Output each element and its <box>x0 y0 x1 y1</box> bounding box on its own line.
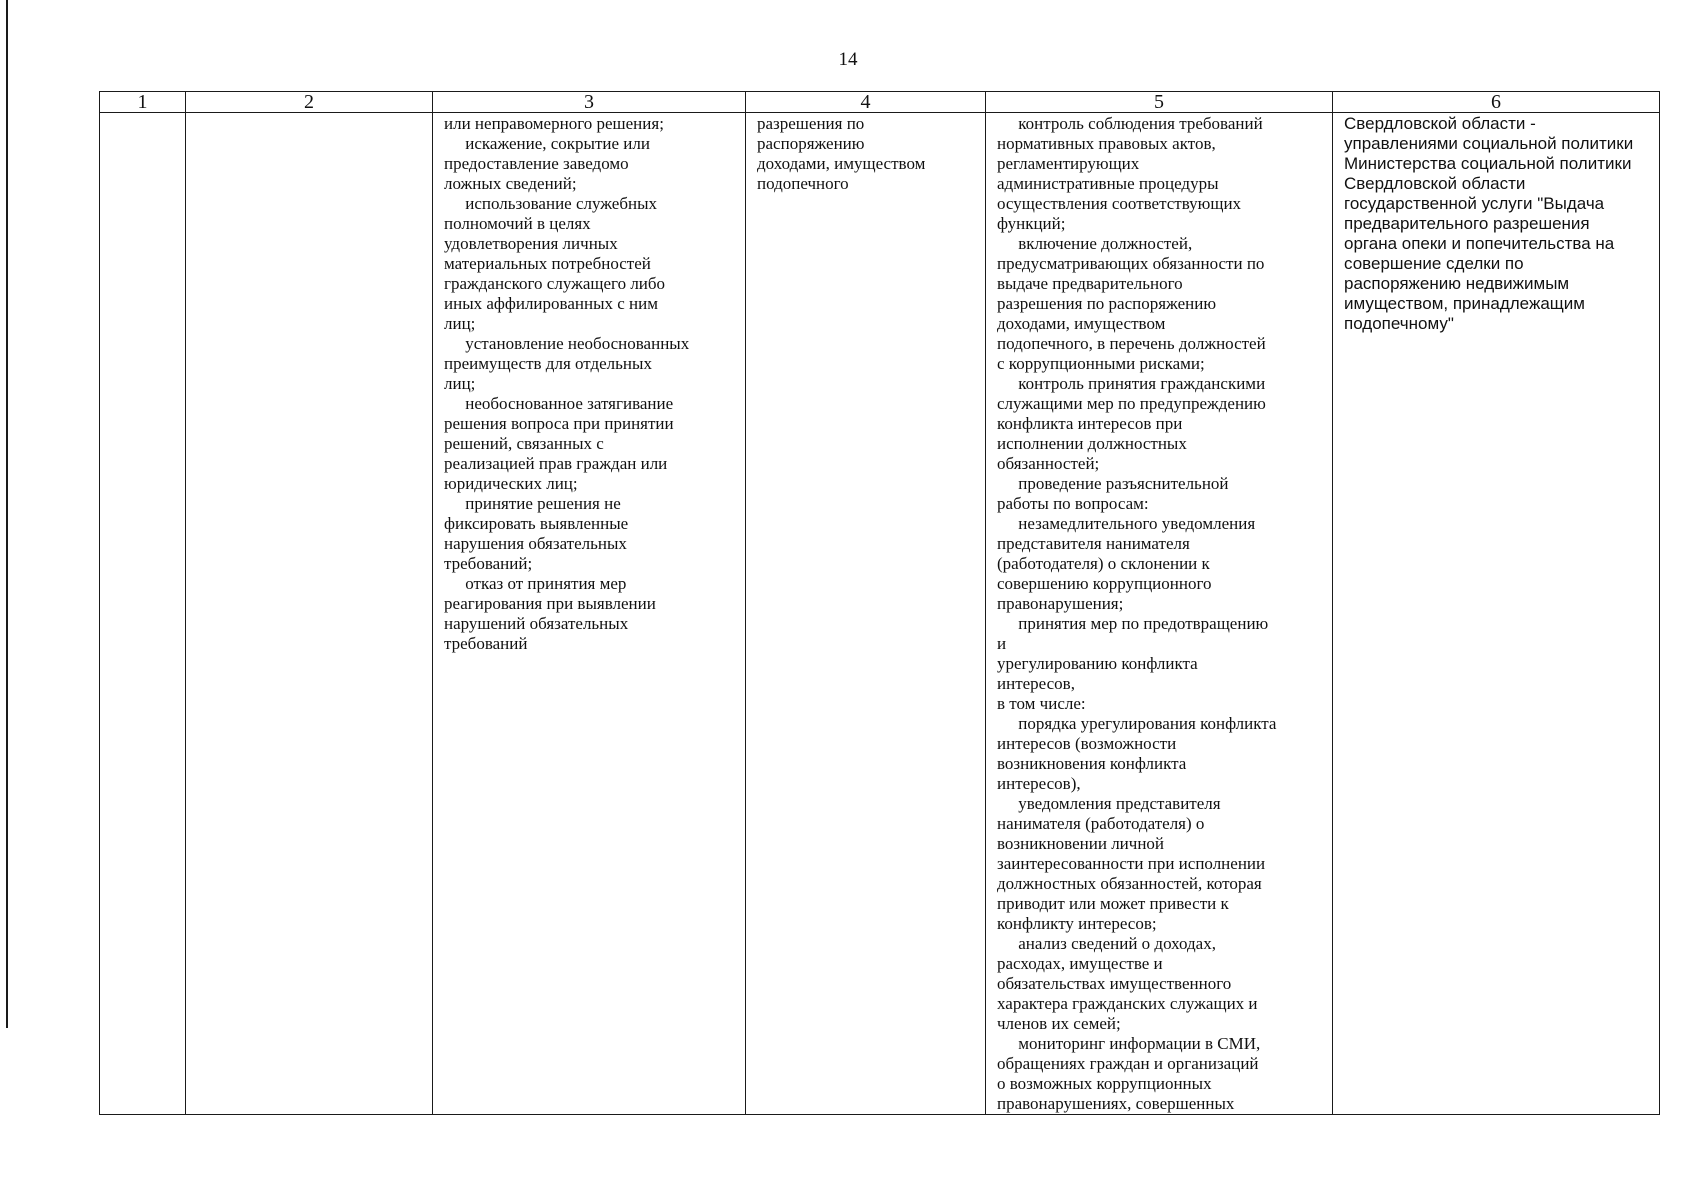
text-line: обязанностей; <box>997 454 1100 473</box>
text-line: с коррупционными рисками; <box>997 354 1205 373</box>
text-line: мониторинг информации в СМИ, <box>997 1034 1261 1053</box>
text-line: характера гражданских служащих и <box>997 994 1258 1013</box>
table-header-row <box>100 92 1660 113</box>
text-line: уведомления представителя <box>997 794 1221 813</box>
text-line: нанимателя (работодателя) о <box>997 814 1205 833</box>
text-line: интересов, <box>997 674 1075 693</box>
text-line: реализацией прав граждан или <box>444 454 668 473</box>
text-line: (работодателя) о склонении к <box>997 554 1210 573</box>
text-line: установление необоснованных <box>444 334 690 353</box>
text-line: о возможных коррупционных <box>997 1074 1212 1093</box>
document-table <box>99 91 1660 1115</box>
text-line: подопечному" <box>1344 314 1454 333</box>
text-line: Свердловской области <box>1344 174 1526 193</box>
text-line: расходах, имуществе и <box>997 954 1163 973</box>
text-line: предоставление заведомо <box>444 154 629 173</box>
text-line: государственной услуги "Выдача <box>1344 194 1605 213</box>
text-line: исполнении должностных <box>997 434 1187 453</box>
text-line: фиксировать выявленные <box>444 514 629 533</box>
text-line: имуществом, принадлежащим <box>1344 294 1585 313</box>
text-line: органа опеки и попечительства на <box>1344 234 1615 253</box>
text-line: решения вопроса при принятии <box>444 414 674 433</box>
text-line: урегулированию конфликта <box>997 654 1198 673</box>
text-line: заинтересованности при исполнении <box>997 854 1266 873</box>
text-line: требований <box>444 634 528 653</box>
text-line: подопечного, в перечень должностей <box>997 334 1266 353</box>
text-line: незамедлительного уведомления <box>997 514 1256 533</box>
text-line: контроль соблюдения требований <box>997 114 1263 133</box>
cell-col-6 <box>1333 113 1660 1115</box>
text-line: доходами, имуществом <box>997 314 1166 333</box>
text-line: порядка урегулирования конфликта <box>997 714 1277 733</box>
text-line: ложных сведений; <box>444 174 577 193</box>
text-line: разрешения по распоряжению <box>997 294 1217 313</box>
text-line: обращениях граждан и организаций <box>997 1054 1259 1073</box>
scan-edge-line <box>6 0 8 1028</box>
column-header-4: 4 <box>746 92 986 113</box>
text-line: принятия мер по предотвращению <box>997 614 1269 633</box>
text-line: предварительного разрешения <box>1344 214 1590 233</box>
text-line: работы по вопросам: <box>997 494 1149 513</box>
text-line: решений, связанных с <box>444 434 604 453</box>
text-line: административные процедуры <box>997 174 1219 193</box>
text-line: представителя нанимателя <box>997 534 1190 553</box>
text-line: преимуществ для отдельных <box>444 354 652 373</box>
text-line: служащими мер по предупреждению <box>997 394 1266 413</box>
column-header-5: 5 <box>986 92 1333 113</box>
text-line: проведение разъяснительной <box>997 474 1229 493</box>
text-line: правонарушениях, совершенных <box>997 1094 1235 1113</box>
text-line: возникновения конфликта <box>997 754 1187 773</box>
text-line: иных аффилированных с ним <box>444 294 658 313</box>
text-line: разрешения по <box>757 114 865 133</box>
text-line: должностных обязанностей, которая <box>997 874 1262 893</box>
text-line: нормативных правовых актов, <box>997 134 1216 153</box>
cell-col-2 <box>186 113 433 1115</box>
text-line: требований; <box>444 554 533 573</box>
text-line: в том числе: <box>997 694 1086 713</box>
text-line: возникновении личной <box>997 834 1165 853</box>
text-line: предусматривающих обязанности по <box>997 254 1265 273</box>
page-number: 14 <box>838 49 858 70</box>
text-line: использование служебных <box>444 194 657 213</box>
column-header-3: 3 <box>433 92 746 113</box>
cell-col-1 <box>100 113 186 1115</box>
text-line: функций; <box>997 214 1066 233</box>
text-line: контроль принятия гражданскими <box>997 374 1266 393</box>
text-line: членов их семей; <box>997 1014 1121 1033</box>
text-line: интересов (возможности <box>997 734 1177 753</box>
column-header-2: 2 <box>186 92 433 113</box>
text-line: Свердловской области - <box>1344 114 1536 133</box>
text-line: и <box>997 634 1007 653</box>
text-line: нарушений обязательных <box>444 614 629 633</box>
text-line: лиц; <box>444 374 476 393</box>
cell-col-3 <box>433 113 746 1115</box>
text-line: или неправомерного решения; <box>444 114 664 133</box>
column-header-6: 6 <box>1333 92 1660 113</box>
text-line: анализ сведений о доходах, <box>997 934 1216 953</box>
text-line: интересов), <box>997 774 1081 793</box>
text-line: искажение, сокрытие или <box>444 134 650 153</box>
text-line: реагирования при выявлении <box>444 594 656 613</box>
text-line: совершению коррупционного <box>997 574 1212 593</box>
text-line: лиц; <box>444 314 476 333</box>
text-line: приводит или может привести к <box>997 894 1229 913</box>
text-line: юридических лиц; <box>444 474 578 493</box>
text-line: конфликта интересов при <box>997 414 1183 433</box>
text-line: распоряжению недвижимым <box>1344 274 1570 293</box>
text-line: включение должностей, <box>997 234 1193 253</box>
cell-col-4 <box>746 113 986 1115</box>
text-line: Министерства социальной политики <box>1344 154 1632 173</box>
text-line: полномочий в целях <box>444 214 591 233</box>
text-line: удовлетворения личных <box>444 234 618 253</box>
text-line: конфликту интересов; <box>997 914 1157 933</box>
text-line: принятие решения не <box>444 494 621 513</box>
cell-col-5 <box>986 113 1333 1115</box>
text-line: регламентирующих <box>997 154 1140 173</box>
text-line: доходами, имуществом <box>757 154 926 173</box>
table-row <box>100 113 1660 1115</box>
text-line: совершение сделки по <box>1344 254 1524 273</box>
text-line: подопечного <box>757 174 849 193</box>
text-line: правонарушения; <box>997 594 1124 613</box>
text-line: выдаче предварительного <box>997 274 1183 293</box>
text-line: обязательствах имущественного <box>997 974 1232 993</box>
text-line: материальных потребностей <box>444 254 651 273</box>
text-line: распоряжению <box>757 134 865 153</box>
text-line: управлениями социальной политики <box>1344 134 1634 153</box>
text-line: нарушения обязательных <box>444 534 627 553</box>
text-line: осуществления соответствующих <box>997 194 1242 213</box>
text-line: гражданского служащего либо <box>444 274 666 293</box>
column-header-1: 1 <box>100 92 186 113</box>
text-line: отказ от принятия мер <box>444 574 627 593</box>
text-line: необоснованное затягивание <box>444 394 674 413</box>
